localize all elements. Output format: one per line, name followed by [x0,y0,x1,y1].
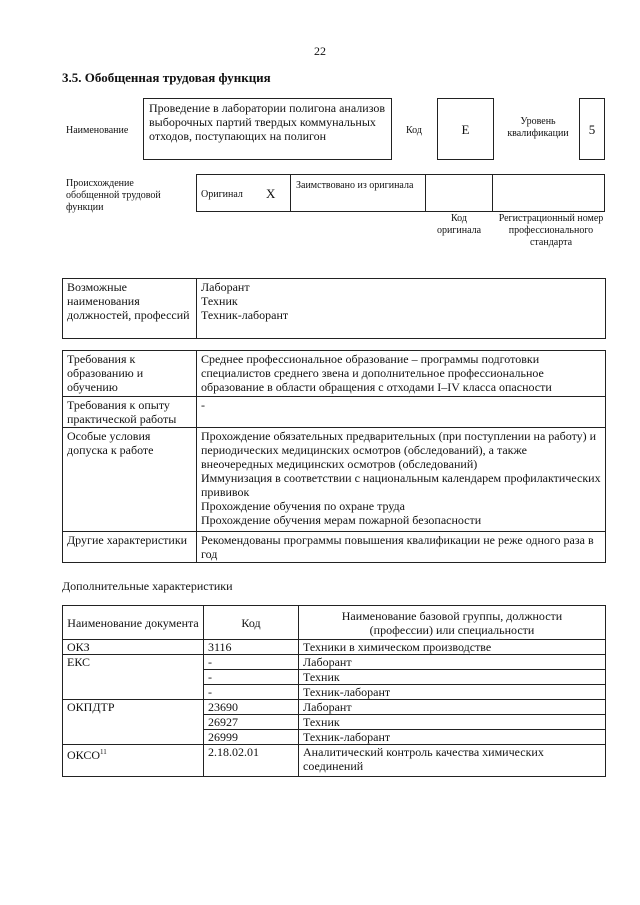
header-name: Наименование базовой группы, должности (профессии) или специальности [299,606,606,640]
req-label-education: Требования к образованию и обучению [63,351,197,397]
origin-label: Происхождение обобщенной трудовой функции [66,178,161,213]
position-item: Техник [201,294,238,308]
doc-okz: ОКЗ [63,640,204,655]
position-item: Лаборант [201,280,250,294]
additional-title: Дополнительные характеристики [62,579,233,593]
name-label: Наименование [66,125,129,136]
name-cell: Техник-лаборант [299,730,606,745]
name-cell: Лаборант [299,700,606,715]
reg-number-caption: Регистрационный номер профессионального стандарта [498,213,604,248]
condition-line: Прохождение обязательных предварительных (при поступлении на работу) и периодических медицинских осмотров (обследований), а также внеочередных медицинских осмотров (обследований) [201,429,597,471]
doc-okpdtr: ОКПДТР [63,700,204,745]
borrowed-label: Заимствовано из оригинала [296,180,414,191]
header-code: Код [204,606,299,640]
name-cell: Техник-лаборант [299,685,606,700]
condition-line: Прохождение обучения мерам пожарной безопасности [201,513,482,527]
code-cell: 2.18.02.01 [204,745,299,777]
condition-line: Прохождение обучения по охране труда [201,499,405,513]
position-item: Техник-лаборант [201,308,289,322]
code-cell: 3116 [204,640,299,655]
doc-eks: ЕКС [63,655,204,700]
function-name: Проведение в лаборатории полигона анализов выборочных партий твердых коммунальных отходов, поступающих на полигон [143,98,392,160]
name-cell: Техники в химическом производстве [299,640,606,655]
req-value-conditions [197,428,606,532]
doc-okso: ОКСО$^{11}$ [63,745,204,777]
page-number: 22 [314,44,326,58]
req-label-other: Другие характеристики [63,532,197,563]
req-value-experience: - [197,397,606,428]
code-cell: - [204,670,299,685]
name-cell: Аналитический контроль качества химических соединений [299,745,606,777]
original-label: Оригинал [201,189,243,200]
additional-table [62,605,606,777]
section-title: 3.5. Обобщенная трудовая функция [62,70,271,85]
footnote-marker: 11 [100,748,107,756]
code-cell: 26999 [204,730,299,745]
name-cell: Техник [299,715,606,730]
code-cell: 23690 [204,700,299,715]
name-cell: Техник [299,670,606,685]
positions-label: Возможные наименования должностей, профессий [63,279,197,339]
original-mark: X [266,186,276,201]
requirements-table [62,350,606,563]
positions-values [197,279,606,339]
req-label-conditions: Особые условия допуска к работе [63,428,197,532]
code-cell: - [204,655,299,670]
req-value-other: Рекомендованы программы повышения квалификации не реже одного раза в год [197,532,606,563]
code-label: Код [406,125,422,136]
condition-line: Иммунизация в соответствии с национальным календарем профилактических прививок [201,471,601,499]
name-cell: Лаборант [299,655,606,670]
req-label-experience: Требования к опыту практической работы [63,397,197,428]
header-document: Наименование документа [63,606,204,640]
code-original-caption: Код оригинала [436,213,482,236]
level-label: Уровень квалификации [507,116,569,139]
req-value-education: Среднее профессиональное образование – программы подготовки специалистов среднего звена и дополнительное профессиональное образование в области обращения с отходами I–IV класса опасности [197,351,606,397]
code-cell: - [204,685,299,700]
level-value: 5 [579,98,605,160]
function-code: E [437,98,494,160]
code-cell: 26927 [204,715,299,730]
positions-table [62,278,606,339]
